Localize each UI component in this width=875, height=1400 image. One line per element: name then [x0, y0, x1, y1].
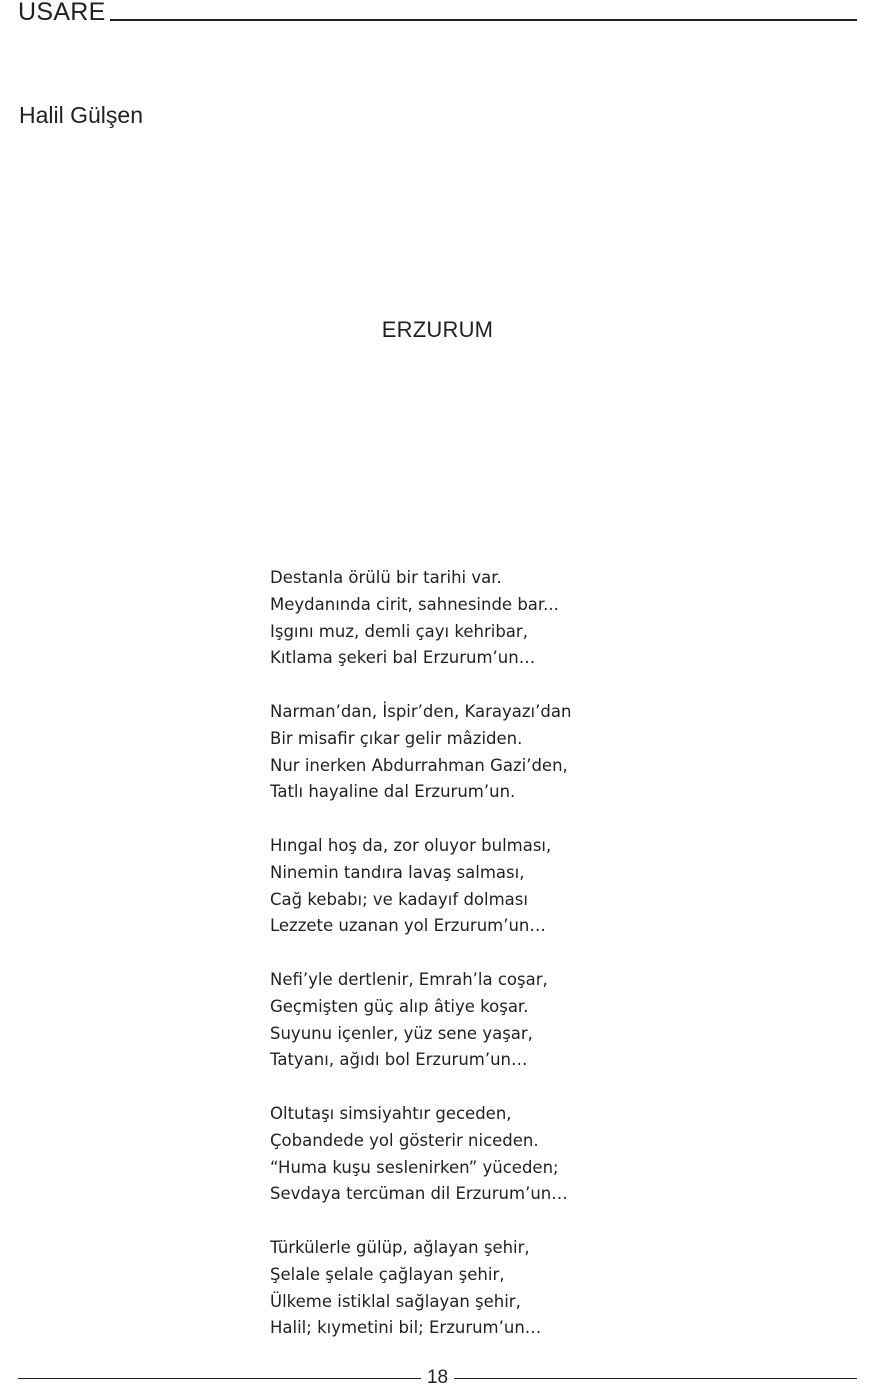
stanza — [270, 699, 690, 806]
journal-name: USARE — [18, 0, 106, 26]
stanza — [270, 565, 690, 672]
poem-line: Türkülerle gülüp, ağlayan şehir, — [270, 1237, 530, 1257]
poem-title: ERZURUM — [381, 317, 494, 342]
stanza — [270, 833, 690, 940]
poem-line: Narman’dan, İspir’den, Karayazı’dan — [270, 701, 572, 721]
poem-line: Tatyanı, ağıdı bol Erzurum’un… — [270, 1050, 528, 1070]
poem-line: Işgını muz, demli çayı kehribar, — [270, 621, 528, 641]
author-name: Halil Gülşen — [19, 102, 143, 128]
poem-body — [270, 565, 690, 1369]
poem-line: Çobandede yol gösterir niceden. — [270, 1130, 539, 1150]
poem-line: Şelale şelale çağlayan şehir, — [270, 1264, 505, 1284]
poem-line: Hıngal hoş da, zor oluyor bulması, — [270, 835, 552, 855]
poem-line: Suyunu içenler, yüz sene yaşar, — [270, 1023, 533, 1043]
poem-line: Ülkeme istiklal sağlayan şehir, — [270, 1291, 521, 1311]
stanza — [270, 967, 690, 1074]
poem-line: Meydanında cirit, sahnesinde bar... — [270, 594, 559, 614]
poem-line: Oltutaşı simsiyahtır geceden, — [270, 1103, 512, 1123]
poem-line: Destanla örülü bir tarihi var. — [270, 568, 502, 587]
page-header — [18, 0, 857, 24]
poem-line: Tatlı hayaline dal Erzurum’un. — [270, 782, 516, 802]
poem-line: Ninemin tandıra lavaş salması, — [270, 862, 525, 882]
poem-line: Lezzete uzanan yol Erzurum’un… — [270, 916, 546, 936]
poem-line: “Huma kuşu seslenirken” yüceden; — [270, 1157, 559, 1177]
header-rule — [110, 19, 857, 21]
stanza — [270, 1101, 690, 1208]
poem-line: Nur inerken Abdurrahman Gazi’den, — [270, 755, 568, 775]
footer-rule-left — [18, 1378, 421, 1379]
poem-line: Nefi’yle dertlenir, Emrah’la coşar, — [270, 969, 548, 989]
footer-rule-right — [454, 1378, 857, 1379]
page-footer — [18, 1366, 857, 1390]
stanza — [270, 1235, 690, 1342]
page-number: 18 — [426, 1367, 449, 1388]
poem-line: Kıtlama şekeri bal Erzurum’un… — [270, 648, 536, 668]
poem-line: Bir misafir çıkar gelir mâziden. — [270, 728, 523, 748]
poem-line: Sevdaya tercüman dil Erzurum’un… — [270, 1184, 568, 1204]
poem-line: Geçmişten güç alıp âtiye koşar. — [270, 996, 529, 1016]
poem-line: Halil; kıymetini bil; Erzurum’un… — [270, 1318, 542, 1338]
poem-line: Cağ kebabı; ve kadayıf dolması — [270, 889, 528, 909]
